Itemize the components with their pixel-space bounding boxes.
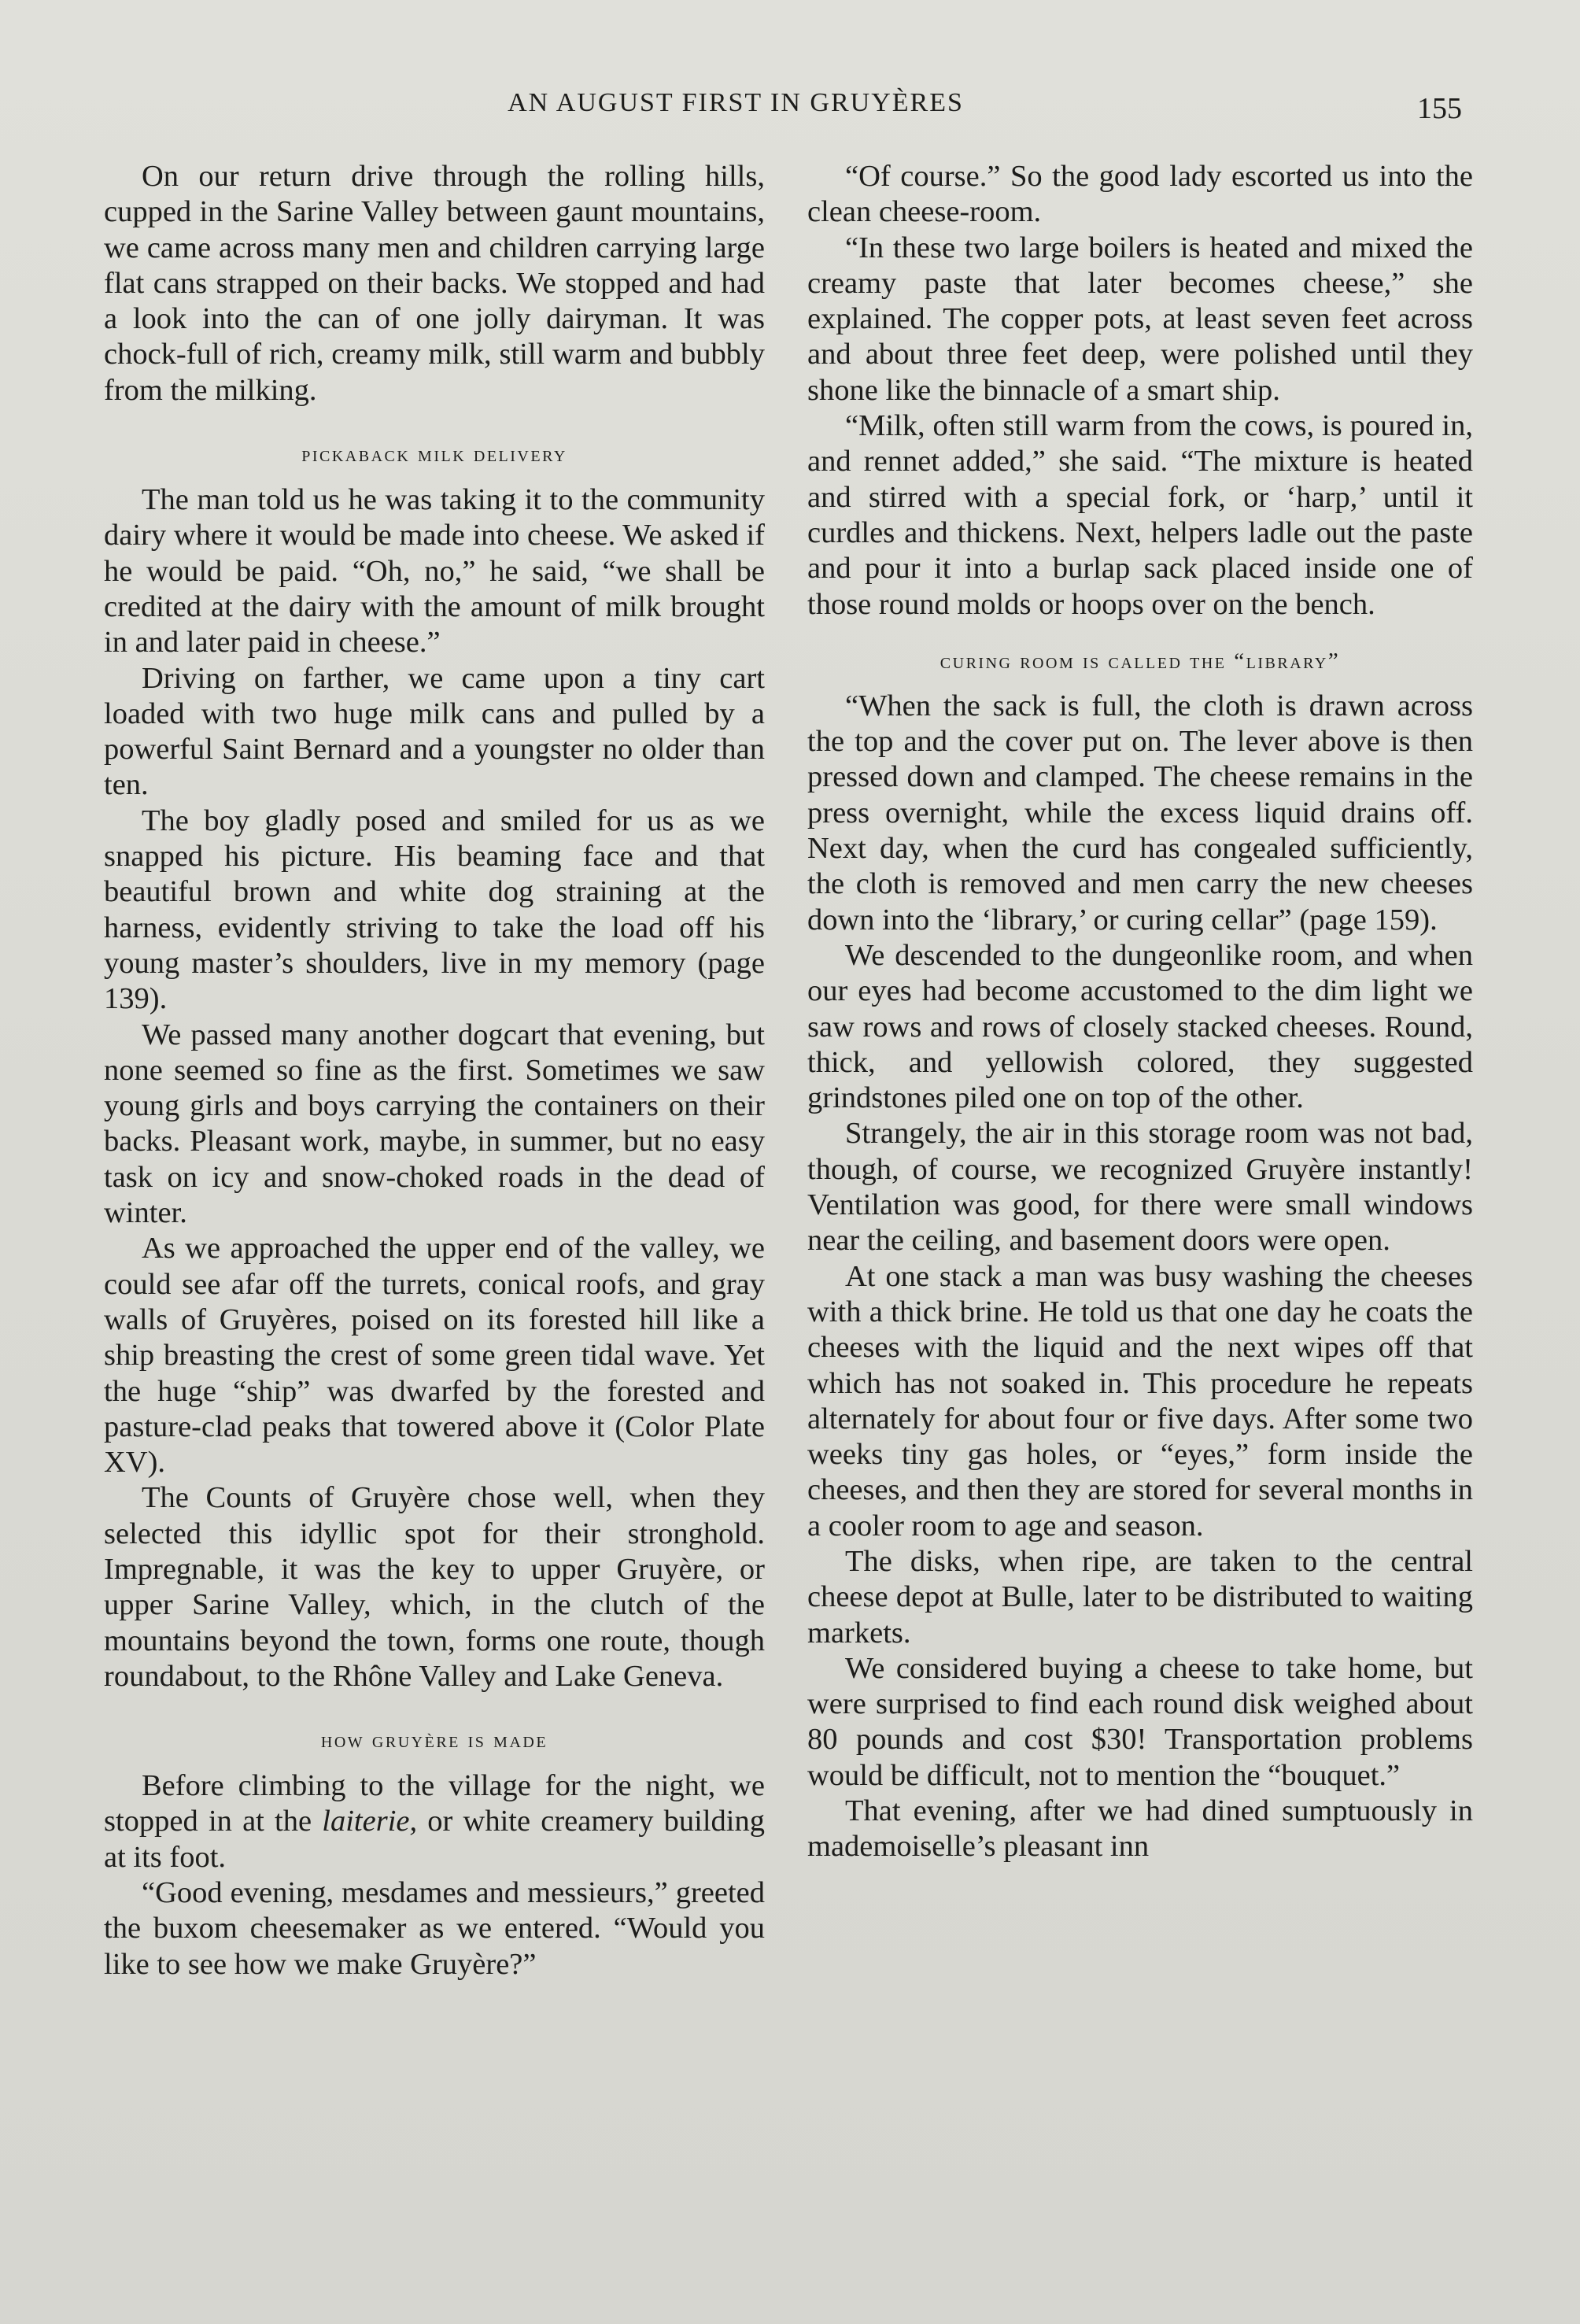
paragraph: As we approached the upper end of the valley, we could see afar off the turrets, conical roofs, and gray walls of Gruyères, poised on its forested hill like a ship breasting the crest of some green tidal wave. Yet the huge “ship” was dwarfed by the forested and pasture-clad peaks that towered above it (Color Plate XV). <box>104 1232 765 1480</box>
italic-term: laiterie, <box>322 1805 418 1838</box>
paragraph: “When the sack is full, the cloth is drawn across the top and the cover put on. The lever above is then pressed down and clamped. The cheese remains in the press overnight, while the excess liquid drains off. Next day, when the curd has congealed sufficiently, the cloth is removed and men carry the new cheeses down into the ‘library,’ or curing cellar” (page 159). <box>807 689 1473 937</box>
paragraph <box>104 1768 765 1875</box>
page-number: 155 <box>1417 92 1462 125</box>
section-heading: curing room is called the “library” <box>940 648 1341 674</box>
running-title: AN AUGUST FIRST IN GRUYÈRES <box>508 88 964 117</box>
paragraph: We considered buying a cheese to take home, but were surprised to find each round disk weighed about 80 pounds and cost $30! Transportation problems would be difficult, not to mention the “bouquet.” <box>807 1651 1473 1792</box>
paragraph-text: or white creamery building at its foot. <box>104 1805 765 1874</box>
paragraph: Strangely, the air in this storage room was not bad, though, of course, we recognized Gruyère instantly! Ventilation was good, for there were small windows near the ceiling, and basement doors were open. <box>807 1117 1473 1258</box>
right-column <box>807 159 1473 1865</box>
paragraph: The Counts of Gruyère chose well, when they selected this idyllic spot for their stronghold. Impregnable, it was the key to upper Gruyère, or upper Sarine Valley, which, in the clutch of the mountains beyond the town, forms one route, though roundabout, to the Rhône Valley and Lake Geneva. <box>104 1481 765 1693</box>
paragraph: The boy gladly posed and smiled for us as we snapped his picture. His beaming face and that beautiful brown and white dog straining at the harness, evidently striving to take the load off his young master’s shoulders, live in my memory (page 139). <box>104 804 765 1016</box>
paragraph: The man told us he was taking it to the community dairy where it would be made into cheese. We asked if he would be paid. “Oh, no,” he said, “we shall be credited at the dairy with the amount of milk brought in and later paid in cheese.” <box>104 483 765 660</box>
section-heading: how gruyère is made <box>320 1727 548 1753</box>
paragraph: On our return drive through the rolling hills, cupped in the Sarine Valley between gaunt mountains, we came across many men and children carrying large flat cans strapped on their backs. We stopped and had a look into the can of one jolly dairyman. It was chock-full of rich, creamy milk, still warm and bubbly from the milking. <box>104 160 765 407</box>
paragraph: “In these two large boilers is heated and mixed the creamy paste that later becomes cheese,” she explained. The copper pots, at least seven feet across and about three feet deep, were polished until they shone like the binnacle of a smart ship. <box>807 231 1473 407</box>
paragraph: Driving on farther, we came upon a tiny cart loaded with two huge milk cans and pulled by a powerful Saint Bernard and a youngster no older than ten. <box>104 661 765 802</box>
paragraph: At one stack a man was busy washing the cheeses with a thick brine. He told us that one day he coats the cheeses with the liquid and the next wipes off that which has not soaked in. This procedure he repeats alternately for about four or five days. After some two weeks tiny gas holes, or “eyes,” form inside the cheeses, and then they are stored for several months in a cooler room to age and season. <box>807 1259 1473 1543</box>
paragraph: We passed many another dogcart that evening, but none seemed so fine as the first. Sometimes we saw young girls and boys carrying the containers on their backs. Pleasant work, maybe, in summer, but no easy task on icy and snow-choked roads in the dead of winter. <box>104 1018 765 1230</box>
paragraph: The disks, when ripe, are taken to the central cheese depot at Bulle, later to be distributed to waiting markets. <box>807 1544 1473 1650</box>
paragraph: “Of course.” So the good lady escorted us into the clean cheese-room. <box>807 160 1473 229</box>
paragraph-text: Before climbing to the village for the night, we stopped in at the <box>104 1769 765 1838</box>
paragraph: “Good evening, mesdames and messieurs,” greeted the buxom cheesemaker as we entered. “Would you like to see how we make Gruyère?” <box>104 1876 765 1981</box>
left-column <box>104 159 765 1982</box>
section-heading: pickaback milk delivery <box>301 442 567 467</box>
paragraph: That evening, after we had dined sumptuously in mademoiselle’s pleasant inn <box>807 1794 1473 1864</box>
paragraph: “Milk, often still warm from the cows, is poured in, and rennet added,” she said. “The mixture is heated and stirred with a special fork, or ‘harp,’ until it curdles and thickens. Next, helpers ladle out the paste and pour it into a burlap sack placed inside one of those round molds or hoops over on the bench. <box>807 409 1473 621</box>
page-header <box>0 88 1580 135</box>
paragraph: We descended to the dungeonlike room, and when our eyes had become accustomed to the dim light we saw rows and rows of closely stacked cheeses. Round, thick, and yellowish colored, they suggested grindstones piled one on top of the other. <box>807 938 1473 1115</box>
